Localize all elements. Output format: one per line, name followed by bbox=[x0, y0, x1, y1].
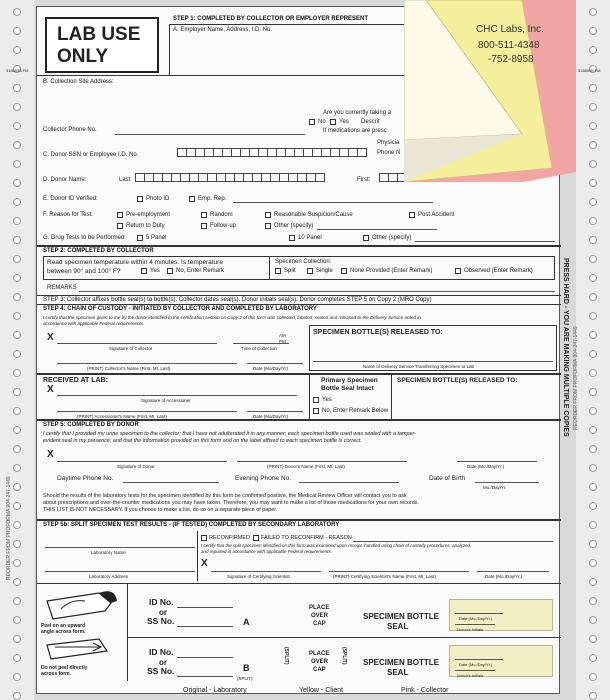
collector-date-field[interactable] bbox=[247, 363, 303, 364]
primary-specimen-line2: Bottle Seal Intact bbox=[321, 385, 374, 392]
label-a-place: PLACE bbox=[309, 605, 330, 611]
reconfirmed-checkbox[interactable] bbox=[201, 535, 207, 541]
donor-signature-field[interactable] bbox=[57, 461, 227, 462]
none-provided-label: None Provided (Enter Remark) bbox=[350, 268, 433, 274]
physician-label: Physicia bbox=[377, 140, 400, 146]
tractor-hole bbox=[13, 198, 21, 206]
tractor-hole bbox=[13, 293, 21, 301]
released-to-title: SPECIMEN BOTTLE(S) RELEASED TO: bbox=[313, 329, 443, 336]
delivery-service-field[interactable] bbox=[313, 361, 553, 362]
test-other-label: Other (specify) bbox=[372, 235, 412, 241]
delivery-service-caption: Name of Delivery Service Transferring Specimen to Lab bbox=[363, 364, 475, 369]
evening-phone-field[interactable] bbox=[299, 482, 399, 483]
label-b-initials-caption: Donor's Initials bbox=[457, 673, 484, 678]
tractor-hole bbox=[589, 426, 597, 434]
random-label: Random bbox=[210, 212, 233, 218]
divider bbox=[37, 304, 561, 305]
none-provided-checkbox[interactable] bbox=[341, 268, 347, 274]
scientist-printed-caption: (PRINT) Certifying Scientist's Name (First, MI, Last) bbox=[333, 574, 436, 579]
tractor-hole bbox=[13, 350, 21, 358]
divider bbox=[391, 373, 392, 419]
step5-title: STEP 5: COMPLETED BY DONOR bbox=[43, 422, 139, 428]
accessioner-printed-field[interactable] bbox=[57, 411, 237, 412]
collector-signature-field[interactable] bbox=[57, 343, 217, 344]
donor-signature-caption: Signature of Donor bbox=[117, 464, 155, 469]
tractor-hole bbox=[589, 160, 597, 168]
label-a-letter: A bbox=[243, 617, 250, 627]
label-a-initials-caption: Donor's Initials bbox=[457, 627, 484, 632]
step4-title: STEP 4: CHAIN OF CUSTODY - INITIATED BY COLLECTOR AND COMPLETED BY LABORATORY bbox=[43, 306, 317, 312]
divider bbox=[127, 583, 128, 681]
step5b-title: STEP 5b: SPLIT SPECIMEN TEST RESULTS - (IF TESTED) COMPLETED BY SECONDARY LABORATORY bbox=[43, 522, 340, 528]
seal-intact-yes-label: Yes bbox=[322, 397, 332, 403]
scientist-date-field[interactable] bbox=[477, 571, 549, 572]
label-b-ss-field[interactable] bbox=[177, 676, 233, 677]
tractor-hole bbox=[589, 388, 597, 396]
split-label: Split bbox=[284, 268, 296, 274]
lab-use-only-box bbox=[45, 17, 159, 73]
reasonable-suspicion-checkbox[interactable] bbox=[265, 212, 271, 218]
phone-n-label: Phone N bbox=[377, 150, 401, 156]
return-to-duty-label: Return to Duty bbox=[126, 223, 165, 229]
label-a-or: or bbox=[159, 608, 167, 617]
donor-name-label: D. Donor Name: bbox=[43, 177, 87, 183]
label-a-id-field[interactable] bbox=[177, 607, 233, 608]
reason-other-label: Other (specify) bbox=[274, 223, 314, 229]
left-strip-code: 3185055 FM bbox=[6, 68, 29, 73]
follow-up-checkbox[interactable] bbox=[201, 223, 207, 229]
lab-address-field[interactable] bbox=[45, 571, 195, 572]
donor-last-label: Last bbox=[119, 177, 131, 183]
ten-panel-checkbox[interactable] bbox=[289, 235, 295, 241]
carbon-company: CHC Labs, Inc. bbox=[476, 24, 544, 35]
tractor-hole bbox=[13, 692, 21, 700]
collector-date-caption: Date (Mo/Day/Yr) bbox=[253, 366, 289, 371]
test-other-field[interactable] bbox=[415, 241, 555, 242]
donot-peel-line1: Do not peel directly bbox=[41, 665, 88, 671]
tractor-hole bbox=[589, 84, 597, 92]
donor-ssn-boxes[interactable] bbox=[177, 148, 367, 157]
peel-instructions bbox=[41, 589, 125, 683]
temp-yes-checkbox[interactable] bbox=[141, 268, 147, 274]
lab-name-field[interactable] bbox=[45, 547, 195, 548]
emp-rep-checkbox[interactable] bbox=[189, 196, 195, 202]
carbon-phone1: 800-511-4348 bbox=[478, 40, 540, 51]
label-b-split-left: (SPLIT) bbox=[283, 647, 289, 665]
tractor-hole bbox=[13, 407, 21, 415]
label-b-place: PLACE bbox=[309, 651, 330, 657]
label-b-ss-no: SS No. bbox=[147, 666, 175, 676]
peeled-copies[interactable] bbox=[404, 0, 576, 182]
label-b-letter: B bbox=[243, 663, 250, 673]
label-a-seal-line1: SPECIMEN BOTTLE bbox=[363, 612, 440, 621]
divider bbox=[37, 519, 561, 521]
split-checkbox[interactable] bbox=[275, 268, 281, 274]
tractor-hole bbox=[589, 103, 597, 111]
currently-taking-label: Are you currently taking a bbox=[323, 110, 392, 116]
tractor-hole bbox=[589, 445, 597, 453]
label-b-split-small: (SPLIT) bbox=[237, 676, 253, 681]
tractor-hole bbox=[589, 198, 597, 206]
tractor-hole bbox=[589, 179, 597, 187]
tractor-hole bbox=[589, 635, 597, 643]
observed-checkbox[interactable] bbox=[455, 268, 461, 274]
am-label: AM bbox=[279, 333, 286, 338]
scientist-printed-field[interactable] bbox=[329, 571, 469, 572]
divider bbox=[37, 419, 561, 421]
employer-label: A. Employer Name, Address, I.D. No. bbox=[173, 27, 273, 33]
collector-phone-label: Collector Phone No. bbox=[43, 127, 97, 133]
id-verified-label: E. Donor ID Verified: bbox=[43, 196, 98, 202]
tractor-hole bbox=[13, 597, 21, 605]
tractor-hole bbox=[13, 540, 21, 548]
random-checkbox[interactable] bbox=[201, 212, 207, 218]
label-a-date-caption: Date (Mo./Day/Yr.) bbox=[459, 616, 493, 621]
step5-certify-line2: evident seal in my presence; and that the information provided on this form and on the label affixed to each specimen bottle is correct. bbox=[43, 438, 362, 444]
reason-label: F. Reason for Test: bbox=[43, 212, 93, 218]
label-b-over: OVER bbox=[311, 659, 329, 665]
donor-printed-field[interactable] bbox=[237, 461, 407, 462]
tractor-hole bbox=[13, 27, 21, 35]
tractor-hole bbox=[589, 483, 597, 491]
tractor-hole bbox=[589, 27, 597, 35]
meds-no-checkbox[interactable] bbox=[309, 119, 315, 125]
tractor-hole bbox=[13, 616, 21, 624]
label-b-split-right: (SPLIT) bbox=[341, 647, 347, 665]
reason-other-checkbox[interactable] bbox=[265, 223, 271, 229]
tractor-hole bbox=[13, 388, 21, 396]
label-b-or: or bbox=[159, 658, 167, 667]
post-accident-checkbox[interactable] bbox=[409, 212, 415, 218]
collector-printed-field[interactable] bbox=[57, 363, 237, 364]
meds-yes-checkbox[interactable] bbox=[330, 119, 336, 125]
tractor-hole bbox=[589, 369, 597, 377]
label-b-date-caption: Date (Mo./Day/Yr.) bbox=[459, 662, 493, 667]
tractor-hole bbox=[13, 179, 21, 187]
seal-intact-no-checkbox[interactable] bbox=[313, 408, 319, 414]
temp-no-label: No, Enter Remark bbox=[176, 268, 225, 274]
label-a-initials-field[interactable] bbox=[455, 624, 495, 625]
press-hard-side-text: PRESS HARD - YOU ARE MAKING MULTIPLE COPIES bbox=[562, 258, 569, 437]
tractor-hole bbox=[13, 559, 21, 567]
tractor-hole bbox=[589, 464, 597, 472]
label-a-seal-line2: SEAL bbox=[387, 622, 409, 631]
tractor-hole bbox=[13, 8, 21, 16]
label-a-ss-no: SS No. bbox=[147, 616, 175, 626]
pre-employment-checkbox[interactable] bbox=[117, 212, 123, 218]
remarks-label: REMARKS bbox=[47, 285, 77, 291]
photo-id-label: Photo ID bbox=[146, 196, 170, 202]
donot-peel-line2: across form. bbox=[41, 671, 72, 677]
time-collection-caption: Time of Collection bbox=[241, 346, 277, 351]
observed-label: Observed (Enter Remark) bbox=[464, 268, 533, 274]
tractor-hole bbox=[589, 255, 597, 263]
collector-x-mark: X bbox=[47, 332, 54, 343]
donor-ssn-label: C. Donor SSN or Employee I.D. No. bbox=[43, 152, 139, 158]
if-medications-label: If medications are presc bbox=[323, 128, 387, 134]
divider bbox=[197, 531, 198, 581]
collector-printed-caption: (PRINT) Collector's Name (First, MI, Last) bbox=[87, 366, 171, 371]
donor-printed-caption: (PRINT) Donor's Name (First, MI, Last) bbox=[267, 464, 345, 469]
label-a-date-field[interactable] bbox=[455, 613, 503, 614]
accessioner-x-mark: X bbox=[47, 384, 54, 395]
step4-certify-line1: I certify that the specimen given to me by the donor identified in the certification section on Copy 2 of this form was collected, labeled, sealed and released to the Delivery Service noted in bbox=[43, 315, 421, 320]
failed-reconfirm-label: FAILED TO RECONFIRM - REASON bbox=[261, 535, 352, 541]
scientist-signature-field[interactable] bbox=[211, 571, 321, 572]
primary-specimen-line1: Primary Specimen bbox=[321, 377, 378, 384]
received-at-lab-title: RECEIVED AT LAB: bbox=[43, 377, 108, 384]
tractor-hole bbox=[13, 578, 21, 586]
tractor-hole bbox=[589, 654, 597, 662]
post-accident-label: Post Accident bbox=[418, 212, 455, 218]
tractor-hole bbox=[13, 445, 21, 453]
tractor-hole bbox=[589, 559, 597, 567]
dob-field[interactable] bbox=[475, 482, 539, 483]
accessioner-date-caption: Date (Mo/Day/Yr) bbox=[253, 414, 289, 419]
lab-use-line2: ONLY bbox=[57, 46, 109, 67]
tractor-hole bbox=[589, 502, 597, 510]
divider bbox=[309, 373, 310, 419]
tractor-hole bbox=[589, 673, 597, 681]
tractor-hole bbox=[13, 502, 21, 510]
scientist-signature-caption: Signature of Certifying Scientist bbox=[227, 574, 290, 579]
tractor-hole bbox=[589, 46, 597, 54]
seal-intact-yes-checkbox[interactable] bbox=[313, 397, 319, 403]
label-b-seal-line1: SPECIMEN BOTTLE bbox=[363, 658, 440, 667]
seal-intact-no-label: No, Enter Remark Below bbox=[322, 408, 389, 414]
accessioner-signature-caption: Signature of Accessioner bbox=[141, 398, 191, 403]
test-other-checkbox[interactable] bbox=[363, 235, 369, 241]
remarks-field[interactable] bbox=[79, 291, 555, 292]
tractor-hole bbox=[13, 236, 21, 244]
accessioner-date-field[interactable] bbox=[247, 411, 303, 412]
failed-reconfirm-checkbox[interactable] bbox=[253, 535, 259, 541]
divider bbox=[37, 583, 561, 584]
describe-label: Descrit bbox=[361, 119, 380, 125]
tractor-hole bbox=[13, 274, 21, 282]
tractor-hole bbox=[589, 8, 597, 16]
tractor-hole bbox=[589, 312, 597, 320]
peel-line2: angle across form. bbox=[41, 629, 86, 635]
label-a-cap: CAP bbox=[313, 621, 326, 627]
tractor-hole bbox=[589, 407, 597, 415]
divider bbox=[37, 245, 561, 247]
reconfirmed-label: RECONFIRMED bbox=[209, 535, 250, 541]
donor-first-label: First: bbox=[357, 177, 371, 183]
step5-should-line3: THIS LIST IS NOT NECESSARY. If you choose to make a list, do so on a separate piece of paper. bbox=[43, 507, 278, 513]
label-b-seal-line2: SEAL bbox=[387, 668, 409, 677]
tractor-hole bbox=[589, 597, 597, 605]
temp-yes-label: Yes bbox=[150, 268, 160, 274]
collector-signature-caption: Signature of Collector bbox=[109, 346, 153, 351]
tractor-hole bbox=[13, 521, 21, 529]
reasonable-suspicion-label: Reasonable Suspicion/Cause bbox=[274, 212, 353, 218]
single-label: Single bbox=[316, 268, 333, 274]
divider bbox=[37, 373, 561, 375]
released-to-title-2: SPECIMEN BOTTLE(S) RELEASED TO: bbox=[397, 377, 518, 384]
tractor-hole bbox=[13, 84, 21, 92]
emp-rep-label: Emp. Rep. bbox=[198, 196, 227, 202]
footer-yellow: Yellow - Client bbox=[299, 687, 344, 694]
dob-label: Date of Birth bbox=[429, 475, 466, 482]
step3-text: STEP 3: Collector affixes bottle seal(s) to bottle(s). Collector dates seal(s). Donor initials seal(s). Donor completes STEP 5 on Copy 2 (MRO Copy) bbox=[43, 297, 432, 303]
label-a-ss-field[interactable] bbox=[177, 626, 233, 627]
tractor-hole bbox=[589, 217, 597, 225]
tractor-hole bbox=[589, 521, 597, 529]
tractor-hole bbox=[13, 654, 21, 662]
tractor-hole bbox=[13, 426, 21, 434]
tractor-hole bbox=[589, 236, 597, 244]
label-a-id-no: ID No. bbox=[149, 597, 174, 607]
temp-line1: Read specimen temperature within 4 minutes. Is temperature bbox=[47, 259, 223, 266]
tractor-hole bbox=[589, 350, 597, 358]
scientist-date-caption: Date (Mo./Day/Yr.) bbox=[485, 574, 523, 579]
carbon-phone2: -752-8958 bbox=[488, 54, 534, 65]
tractor-hole bbox=[589, 141, 597, 149]
evening-phone-label: Evening Phone No. bbox=[235, 475, 292, 482]
daytime-phone-field[interactable] bbox=[123, 482, 219, 483]
photo-id-checkbox[interactable] bbox=[137, 196, 143, 202]
single-checkbox[interactable] bbox=[307, 268, 313, 274]
tractor-hole bbox=[13, 673, 21, 681]
footer-pink: Pink - Collector bbox=[401, 687, 449, 694]
step1-title: STEP 1: COMPLETED BY COLLECTOR OR EMPLOYER REPRESENT bbox=[173, 16, 369, 22]
specimen-collection-label: Specimen Collection: bbox=[275, 259, 332, 265]
step4-certify-line2: accordance with applicable Federal requirements. bbox=[43, 321, 145, 326]
tractor-hole bbox=[13, 464, 21, 472]
tractor-hole bbox=[13, 141, 21, 149]
accessioner-printed-caption: (PRINT) Accessioner's Name (First, MI, Last) bbox=[77, 414, 167, 419]
donor-last-boxes[interactable] bbox=[135, 173, 325, 182]
tractor-hole bbox=[13, 217, 21, 225]
tractor-hole bbox=[13, 483, 21, 491]
label-b-date-field[interactable] bbox=[455, 659, 503, 660]
label-b-cap: CAP bbox=[313, 667, 326, 673]
tractor-hole bbox=[13, 255, 21, 263]
pm-label: PM bbox=[279, 339, 286, 344]
tractor-hole bbox=[589, 274, 597, 282]
label-b-id-no: ID No. bbox=[149, 647, 174, 657]
donor-date-caption: Date (Mo./Day/Yr.) bbox=[467, 464, 505, 469]
tractor-hole bbox=[589, 331, 597, 339]
divider bbox=[127, 637, 561, 638]
tractor-hole bbox=[589, 293, 597, 301]
collection-site-label: B. Collection Site Address: bbox=[43, 79, 114, 85]
divider bbox=[269, 256, 270, 280]
tractor-hole bbox=[13, 312, 21, 320]
divider bbox=[37, 295, 561, 296]
scientist-x-mark: X bbox=[201, 558, 208, 569]
temp-no-checkbox[interactable] bbox=[167, 268, 173, 274]
donor-date-field[interactable] bbox=[457, 461, 537, 462]
drug-tests-label: G. Drug Tests to be Performed: bbox=[43, 235, 126, 241]
tractor-hole bbox=[589, 692, 597, 700]
peel-line1: Peel on an upward bbox=[41, 623, 86, 629]
right-strip-code: 3185055 FM bbox=[578, 68, 601, 73]
meds-yes-label: Yes bbox=[339, 119, 349, 125]
tractor-hole bbox=[589, 540, 597, 548]
lab-address-caption: Laboratory Address bbox=[89, 574, 129, 579]
tractor-hole bbox=[13, 635, 21, 643]
step5-certify-line1: I certify that I provided my urine specimen to the collector; that I have not adulterated it in any manner; each specimen bottle used was sealed with a tamper- bbox=[43, 431, 416, 437]
pre-employment-label: Pre-employment bbox=[126, 212, 171, 218]
daytime-phone-label: Daytime Phone No. bbox=[57, 475, 114, 482]
lab-use-line1: LAB USE bbox=[57, 24, 141, 45]
accessioner-signature-field[interactable] bbox=[57, 395, 297, 396]
label-b-initials-field[interactable] bbox=[455, 670, 495, 671]
step5-should-line1: Should the results of the laboratory tests for the specimen identified by this form be confirmed positive, the Medical Review Officer will contact you to ask bbox=[43, 493, 407, 499]
failed-reason-field[interactable] bbox=[353, 541, 553, 542]
label-a-over: OVER bbox=[311, 613, 329, 619]
step2-title: STEP 2: COMPLETED BY COLLECTOR bbox=[43, 248, 154, 254]
tractor-hole bbox=[13, 122, 21, 130]
lab-name-caption: Laboratory Name bbox=[91, 550, 126, 555]
five-panel-checkbox[interactable] bbox=[137, 235, 143, 241]
step5-should-line2: about prescriptions and over-the-counter medications you may have taken. Therefore, you may want to make a list of those medications for your own records. bbox=[43, 500, 419, 506]
step5b-certify-line2: and reported in accordance with applicable Federal requirements. bbox=[201, 549, 332, 554]
tractor-hole bbox=[13, 331, 21, 339]
footer-original: Original - Laboratory bbox=[183, 687, 247, 694]
emp-rep-field[interactable] bbox=[233, 202, 433, 203]
collector-phone-field[interactable] bbox=[115, 134, 305, 135]
temp-line2: between 90° and 100° F? bbox=[47, 268, 121, 275]
tractor-hole bbox=[589, 616, 597, 624]
reorder-side-text: REORDER FROM PROFORMA 904-247-1449 bbox=[6, 476, 12, 580]
tractor-hole bbox=[589, 122, 597, 130]
tractor-hole bbox=[13, 46, 21, 54]
meds-no-label: No bbox=[318, 119, 326, 125]
reorder-side-text-right: REORDER FROM PROFORMA 904-247-1449 bbox=[573, 326, 579, 430]
dob-caption: Mo./Day/Yr. bbox=[483, 485, 507, 490]
time-collection-field[interactable] bbox=[233, 343, 289, 344]
label-b-id-field[interactable] bbox=[177, 657, 233, 658]
donor-x-mark: X bbox=[47, 449, 54, 460]
step5b-certify-line1: I certify that the split specimen identified on this form was examined upon receipt, handled using chain of custody procedures, analyzed, bbox=[201, 543, 472, 548]
tractor-hole bbox=[13, 369, 21, 377]
ten-panel-label: 10 Panel bbox=[298, 235, 322, 241]
tractor-hole bbox=[589, 578, 597, 586]
return-to-duty-checkbox[interactable] bbox=[117, 223, 123, 229]
follow-up-label: Follow-up bbox=[210, 223, 237, 229]
reason-other-field[interactable] bbox=[317, 229, 437, 230]
tractor-hole bbox=[13, 103, 21, 111]
five-panel-label: 5 Panel bbox=[146, 235, 167, 241]
tractor-hole bbox=[13, 160, 21, 168]
